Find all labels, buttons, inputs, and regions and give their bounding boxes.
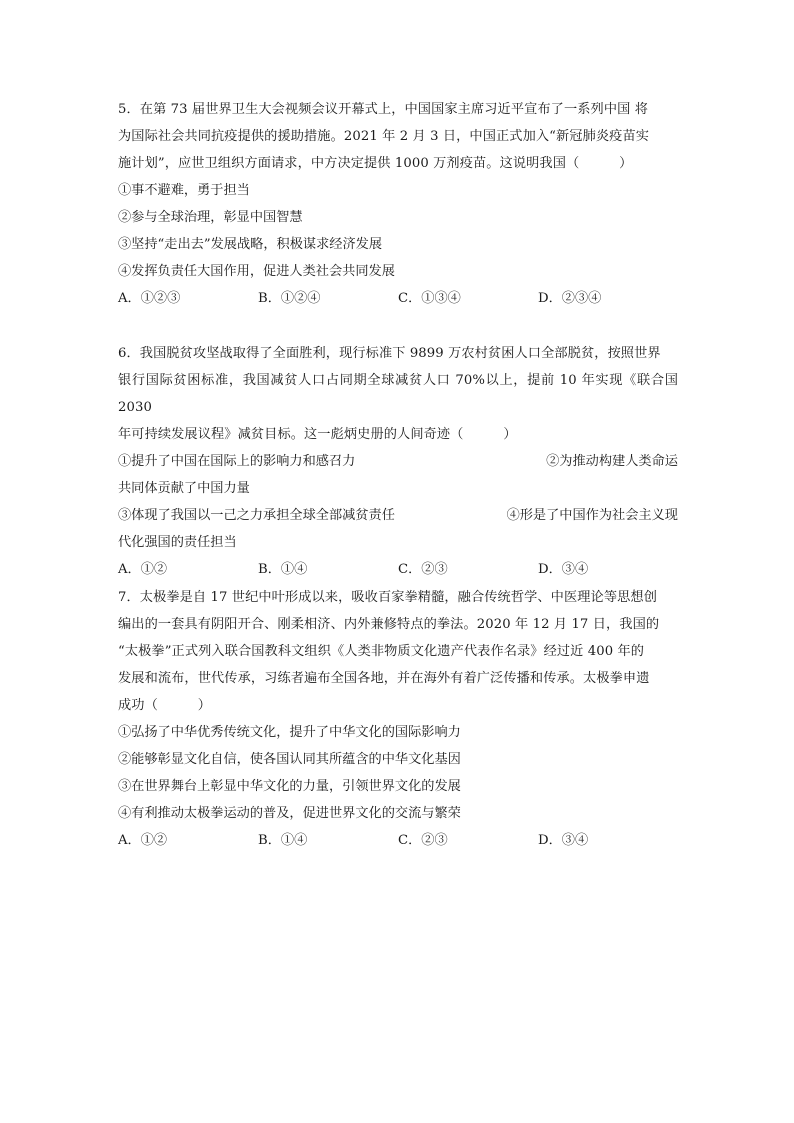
question-7-stem-line-3: “太极拳”正式列入联合国教科文组织《人类非物质文化遗产代表作名录》经过近 400 年的	[118, 644, 645, 659]
question-6-choice-d: D．③④	[538, 562, 589, 577]
question-5-choices	[118, 285, 678, 312]
question-5-stem-line-1: 5．在第 73 届世界卫生大会视频会议开幕式上，中国国家主席习近平宣布了一系列中国 将	[118, 102, 648, 117]
question-7-choice-d: D．③④	[538, 833, 589, 848]
question-6-option-3: ③体现了我国以一己之力承担全球全部减贫责任	[118, 508, 395, 523]
question-6-stem-line-3: 年可持续发展议程》减贫目标。这一彪炳史册的人间奇迹（ ）	[118, 427, 517, 442]
question-5	[118, 96, 678, 312]
question-5-choice-d: D．②③④	[538, 291, 602, 306]
question-7-choice-c: C．②③	[398, 833, 448, 848]
question-7-choice-a: A．①②	[118, 833, 168, 848]
question-7-choice-b: B．①④	[258, 833, 308, 848]
question-7-stem-line-2: 编出的一套具有阴阳开合、刚柔相济、内外兼修特点的拳法。2020 年 12 月 17 日，我国的	[118, 617, 660, 632]
question-7-stem-line-1: 7．太极拳是自 17 世纪中叶形成以来，吸收百家拳精髓，融合传统哲学、中医理论等思想创	[118, 590, 657, 605]
question-7-option-3: ③在世界舞台上彰显中华文化的力量，引领世界文化的发展	[118, 779, 461, 794]
question-5-choice-c: C．①③④	[398, 291, 461, 306]
question-6-choice-c: C．②③	[398, 562, 448, 577]
question-6-option-row-2	[118, 475, 678, 502]
question-5-choice-a: A．①②③	[118, 291, 181, 306]
question-6-stem-line-2: 银行国际贫困标准，我国减贫人口占同期全球减贫人口 70%以上，提前 10 年实现《联合国 2030	[118, 373, 678, 415]
question-6-option-2: ②为推动构建人类命运	[546, 454, 678, 469]
question-6-option-4-cont: 代化强国的责任担当	[118, 535, 237, 550]
question-7-stem-line-4: 发展和流布，世代传承，习练者遍布全国各地，并在海外有着广泛传播和传承。太极拳申遗	[118, 671, 650, 686]
question-5-option-3: ③坚持“走出去”发展战略，积极谋求经济发展	[118, 237, 383, 252]
question-7-option-4: ④有利推动太极拳运动的普及，促进世界文化的交流与繁荣	[118, 806, 461, 821]
question-6-option-2-cont: 共同体贡献了中国力量	[118, 481, 250, 496]
question-6-stem-line-1: 6．我国脱贫攻坚战取得了全面胜利，现行标准下 9899 万农村贫困人口全部脱贫，按照世界	[118, 346, 661, 361]
question-6	[118, 340, 678, 583]
question-5-option-4: ④发挥负责任大国作用，促进人类社会共同发展	[118, 264, 395, 279]
question-6-option-row-3	[118, 502, 678, 529]
question-7	[118, 584, 678, 854]
question-5-stem-line-3: 施计划”，应世卫组织方面请求，中方决定提供 1000 万剂疫苗。这说明我国（ ）	[118, 156, 633, 171]
question-7-option-2: ②能够彰显文化自信，使各国认同其所蕴含的中华文化基因	[118, 752, 461, 767]
question-7-stem-line-5: 成功（ ）	[118, 698, 212, 713]
question-5-stem-line-2: 为国际社会共同抗疫提供的援助措施。2021 年 2 月 3 日，中国正式加入“新冠肺炎疫苗实	[118, 129, 650, 144]
question-6-option-1: ①提升了中国在国际上的影响力和感召力	[118, 454, 356, 469]
question-5-option-2: ②参与全球治理，彰显中国智慧	[118, 210, 303, 225]
question-6-choice-b: B．①④	[258, 562, 308, 577]
question-7-option-1: ①弘扬了中华优秀传统文化，提升了中华文化的国际影响力	[118, 725, 461, 740]
question-6-option-4: ④形是了中国作为社会主义现	[506, 508, 678, 523]
question-5-choice-b: B．①②④	[258, 291, 321, 306]
question-6-choices	[118, 556, 678, 583]
question-6-choice-a: A．①②	[118, 562, 168, 577]
question-7-choices	[118, 827, 678, 854]
question-6-option-row-1	[118, 448, 678, 475]
question-6-option-row-4	[118, 529, 678, 556]
question-5-option-1: ①事不避难，勇于担当	[118, 183, 250, 198]
